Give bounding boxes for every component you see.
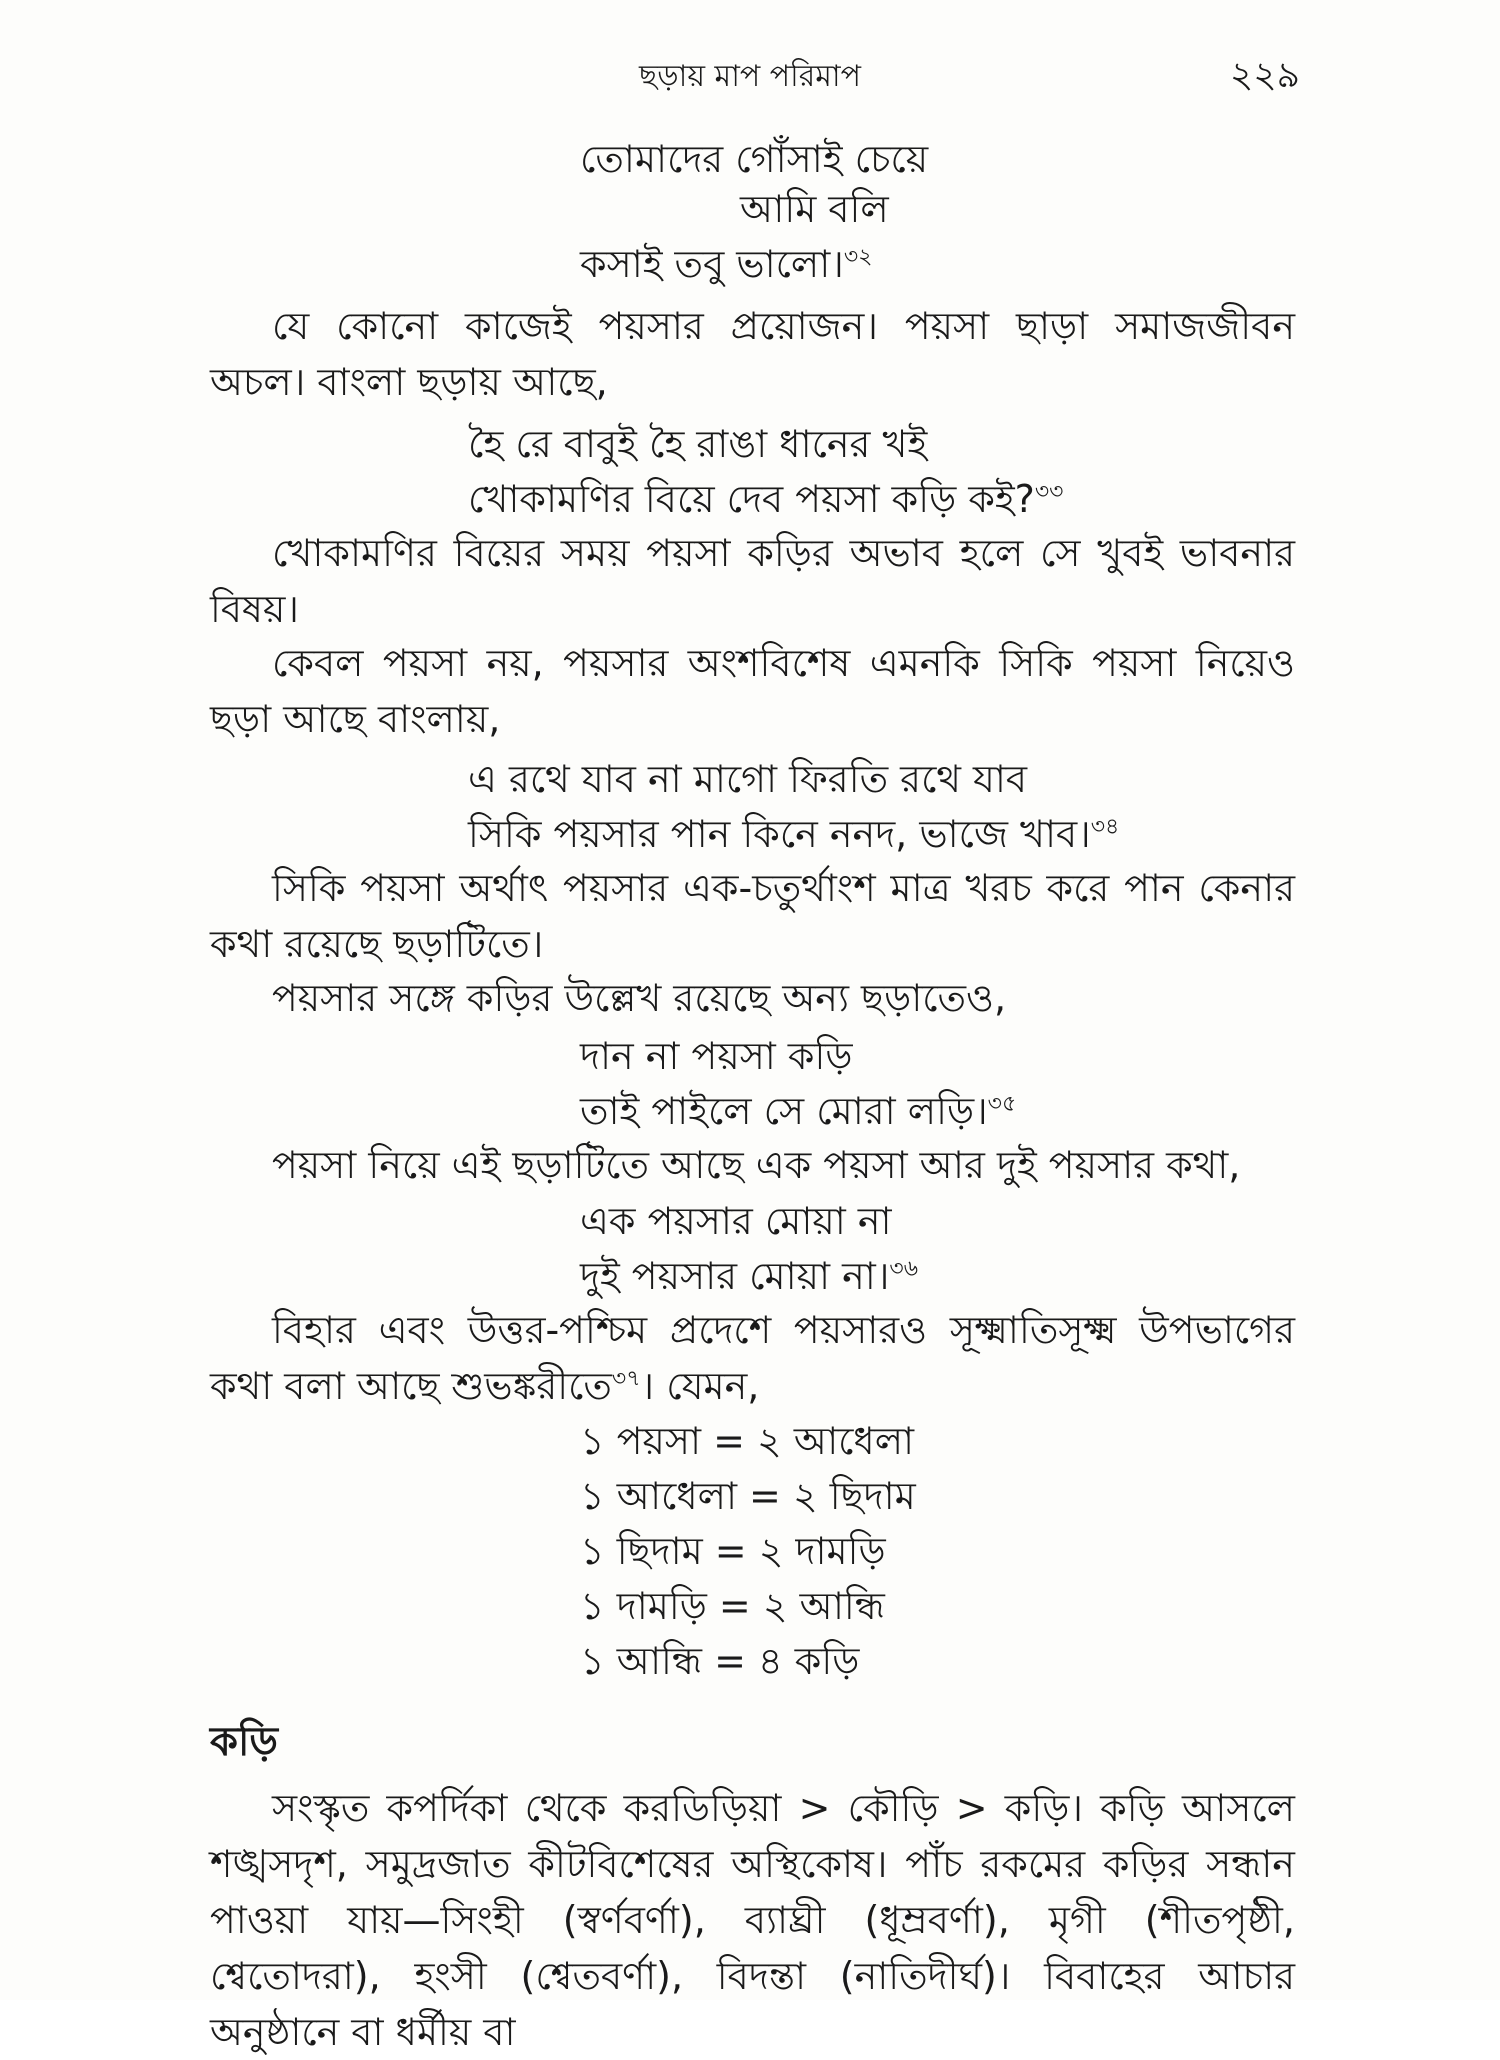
verse-line: আমি বলি xyxy=(740,187,889,231)
footnote-ref: ৩৪ xyxy=(1090,814,1120,840)
paragraph: সংস্কৃত কপর্দিকা থেকে করডিড়িয়া > কৌড়ি > কড়ি। কড়ি আসলে শঙ্খসদৃশ, সমুদ্রজাত কীটবিশেষের অস্থিকোষ। পাঁচ রকমের কড়ির সন্ধান পাওয়া যায়—সিংহী (স্বর্ণবর্ণা), ব্যাঘ্রী (ধূম্রবর্ণা), মৃগী (শীতপৃষ্ঠী, শ্বেতোদরা), হংসী (শ্বেতবর্ণা), বিদন্তা (নাতিদীর্ঘ)। বিবাহের আচার অনুষ্ঠানে বা ধর্মীয় বা xyxy=(210,1786,1295,2054)
verse-text: কসাই তবু ভালো। xyxy=(580,242,844,286)
footnote-ref: ৩৩ xyxy=(1034,479,1064,505)
conversion-row: ১ আন্ধি = ৪ কড়ি xyxy=(580,1639,860,1683)
verse-text: তাই পাইলে সে মোরা লড়ি। xyxy=(580,1089,988,1133)
conversion-row: ১ ছিদাম = ২ দামড়ি xyxy=(580,1529,886,1573)
paragraph: পয়সা নিয়ে এই ছড়াটিতে আছে এক পয়সা আর দুই পয়সার কথা, xyxy=(272,1143,1241,1187)
paragraph: খোকামণির বিয়ের সময় পয়সা কড়ির অভাব হলে সে খুবই ভাবনার বিষয়। xyxy=(210,531,1295,631)
verse-line: তোমাদের গোঁসাই চেয়ে xyxy=(580,137,929,181)
verse-line: এক পয়সার মোয়া না xyxy=(580,1199,892,1243)
verse-line: দান না পয়সা কড়ি xyxy=(580,1034,853,1078)
paragraph: কেবল পয়সা নয়, পয়সার অংশবিশেষ এমনকি সিকি পয়সা নিয়েও ছড়া আছে বাংলায়, xyxy=(210,641,1295,741)
footnote-ref: ৩৭ xyxy=(611,1366,641,1392)
page-number: ২২৯ xyxy=(1229,55,1300,96)
conversion-row: ১ দামড়ি = ২ আন্ধি xyxy=(580,1584,885,1628)
verse-text: খোকামণির বিয়ে দেব পয়সা কড়ি কই? xyxy=(468,477,1035,521)
verse-text: দুই পয়সার মোয়া না। xyxy=(580,1254,890,1298)
conversion-row: ১ আধেলা = ২ ছিদাম xyxy=(580,1474,916,1518)
paragraph xyxy=(210,1302,1295,1414)
footnote-ref: ৩৬ xyxy=(889,1256,919,1282)
paragraph: যে কোনো কাজেই পয়সার প্রয়োজন। পয়সা ছাড়া সমাজজীবন অচল। বাংলা ছড়ায় আছে, xyxy=(210,304,1295,404)
conversion-row: ১ পয়সা = ২ আধেলা xyxy=(580,1419,915,1463)
footnote-ref: ৩২ xyxy=(843,244,873,270)
footnote-ref: ৩৫ xyxy=(987,1091,1017,1117)
paragraph-text: বিহার এবং উত্তর-পশ্চিম প্রদেশে পয়সারও সূক্ষ্মাতিসূক্ষ্ম উপভাগের কথা বলা আছে শুভঙ্করীতে xyxy=(210,1308,1295,1408)
running-header: ছড়ায় মাপ পরিমাপ xyxy=(639,59,861,94)
verse-line xyxy=(580,235,872,299)
paragraph-text: । যেমন, xyxy=(640,1364,760,1408)
verse-text: সিকি পয়সার পান কিনে ননদ, ভাজে খাব। xyxy=(468,812,1091,856)
verse-line: এ রথে যাব না মাগো ফিরতি রথে যাব xyxy=(468,757,1028,801)
verse-line: হৈ রে বাবুই হৈ রাঙা ধানের খই xyxy=(468,422,928,466)
paragraph: পয়সার সঙ্গে কড়ির উল্লেখ রয়েছে অন্য ছড়াতেও, xyxy=(272,976,1007,1020)
section-heading: কড়ি xyxy=(210,1719,278,1765)
paragraph: সিকি পয়সা অর্থাৎ পয়সার এক-চতুর্থাংশ মাত্র খরচ করে পান কেনার কথা রয়েছে ছড়াটিতে। xyxy=(210,866,1295,966)
